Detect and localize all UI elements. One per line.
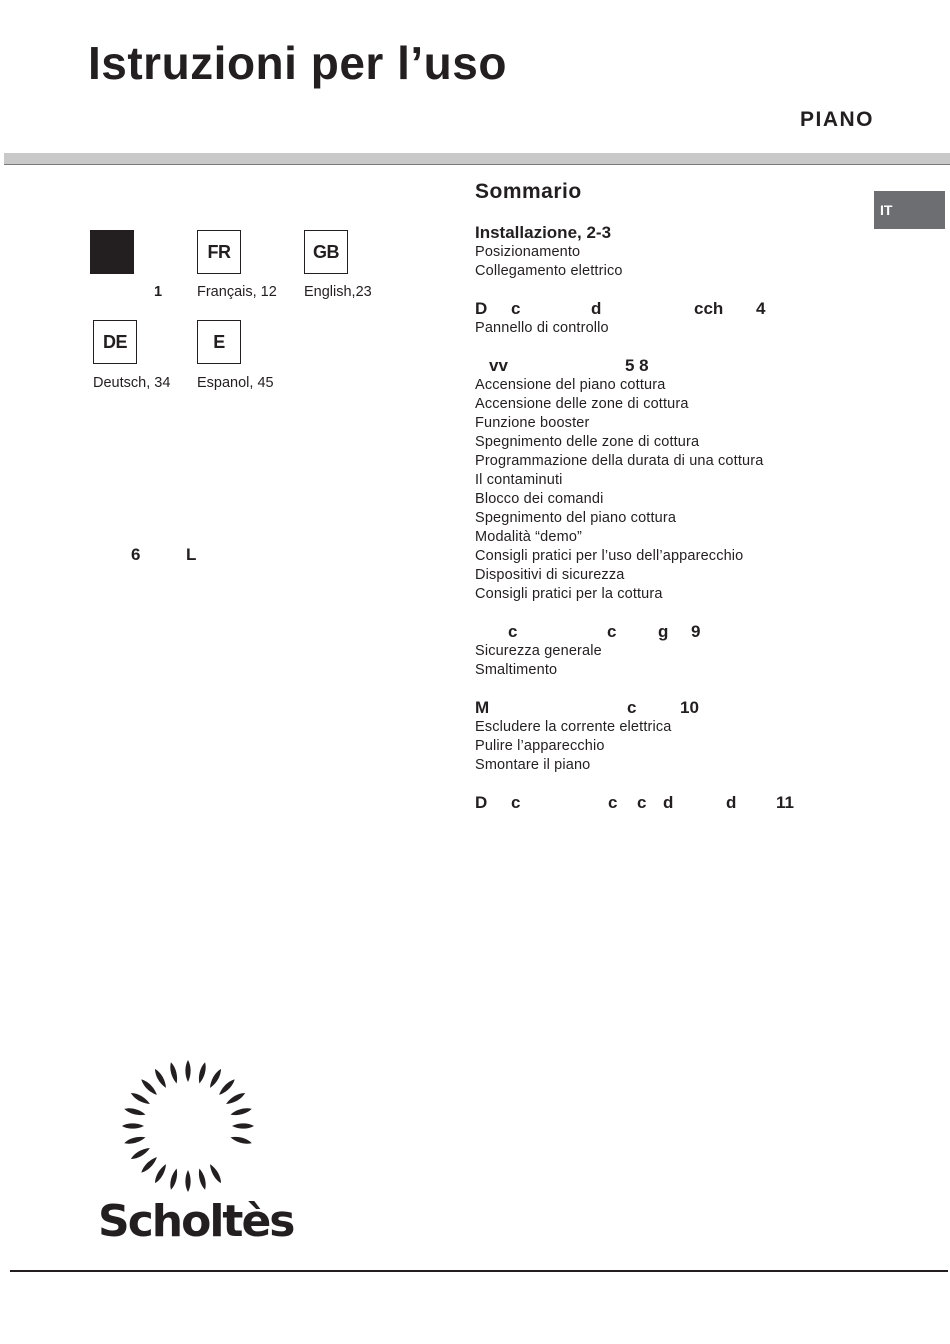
toc-item: Consigli pratici per l’uso dell’apparecchio [475, 548, 744, 564]
toc-heading-fragment: 5 8 [625, 356, 649, 375]
toc-item: Consigli pratici per la cottura [475, 586, 663, 602]
toc-item: Dispositivi di sicurezza [475, 567, 625, 583]
toc-item: Spegnimento delle zone di cottura [475, 434, 700, 450]
language-box-es: E [197, 320, 241, 364]
language-box-fr: FR [197, 230, 241, 274]
toc-item-list [475, 642, 865, 680]
sun-ray-shape [208, 1068, 224, 1090]
header-divider-bar [4, 153, 950, 165]
toc-heading-fragment: c [637, 793, 647, 812]
toc-heading-fragment: c [607, 622, 617, 641]
toc-heading-fragment: 10 [680, 698, 699, 717]
toc-item: Pannello di controllo [475, 320, 609, 336]
toc-item: Posizionamento [475, 244, 581, 260]
toc-item: Smontare il piano [475, 757, 591, 773]
toc-heading-fragment: g [658, 622, 669, 641]
footer-rule [10, 1270, 948, 1272]
toc-item: Spegnimento del piano cottura [475, 510, 677, 526]
left-fragment-letter: L [186, 545, 197, 564]
toc-item: Escludere la corrente elettrica [475, 719, 672, 735]
toc-section-installation [475, 222, 865, 281]
sun-ray-shape [197, 1168, 208, 1191]
sun-ray-shape [122, 1123, 144, 1128]
product-type: PIANO [799, 108, 874, 131]
toc-item-list [475, 718, 865, 775]
toc-item: Modalità “demo” [475, 529, 583, 545]
toc-item: Funzione booster [475, 415, 590, 431]
toc-heading-fragment: 4 [756, 299, 766, 318]
toc-section-maintenance [475, 697, 865, 775]
toc-heading-fragment: c [608, 793, 618, 812]
sun-ray-shape [139, 1077, 158, 1096]
toc-heading-fragment: d [591, 299, 602, 318]
toc-heading-fragment: Installazione, 2-3 [475, 223, 612, 242]
left-fragment-number: 6 [131, 545, 141, 564]
sun-ray-shape [130, 1091, 152, 1107]
language-box-gb: GB [304, 230, 348, 274]
toc-item-list [475, 376, 865, 604]
toc-item: Smaltimento [475, 662, 558, 678]
toc-item: Blocco dei comandi [475, 491, 604, 507]
sun-ray-shape [217, 1077, 236, 1096]
brand-logo-wordmark: Scholtès [98, 1196, 294, 1247]
table-of-contents [475, 180, 865, 830]
language-box-current [90, 230, 134, 274]
sun-ray-shape [232, 1123, 254, 1128]
toc-heading-fragment: 9 [691, 622, 701, 641]
sun-ray-shape [153, 1068, 169, 1090]
toc-heading-fragment: 11 [776, 793, 794, 812]
sun-ray-shape [124, 1106, 147, 1117]
toc-section-startup [475, 355, 865, 604]
toc-item: Sicurezza generale [475, 643, 602, 659]
toc-heading-fragment: D [475, 299, 488, 318]
toc-heading-fragment: vv [489, 356, 508, 375]
language-label-de: Deutsch, 34 [93, 375, 171, 391]
toc-heading-fragment: c [627, 698, 637, 717]
sun-ray-shape [208, 1163, 224, 1185]
toc-item-list [475, 319, 865, 338]
toc-heading-fragment: c [511, 793, 521, 812]
toc-item: Il contaminuti [475, 472, 563, 488]
sun-ray-shape [130, 1146, 152, 1162]
toc-heading-fragment: c [511, 299, 521, 318]
language-label-fr: Français, 12 [197, 284, 277, 300]
sun-ray-shape [124, 1135, 147, 1146]
sun-ray-shape [168, 1062, 179, 1085]
toc-item: Accensione delle zone di cottura [475, 396, 689, 412]
sun-ray-shape [168, 1168, 179, 1191]
sun-ray-shape [185, 1170, 190, 1192]
sun-ray-shape [153, 1163, 169, 1185]
sun-ray-shape [230, 1106, 253, 1117]
language-label-es: Espanol, 45 [197, 375, 274, 391]
toc-section-heading [475, 697, 865, 718]
toc-heading-fragment: d [726, 793, 737, 812]
language-tab-it: IT [874, 191, 945, 229]
toc-section-heading [475, 298, 865, 319]
language-box-de: DE [93, 320, 137, 364]
toc-section-description [475, 298, 865, 338]
sun-ray-shape [185, 1060, 190, 1082]
toc-item: Pulire l’apparecchio [475, 738, 605, 754]
language-label-current: 1 [154, 284, 163, 300]
toc-item-list [475, 243, 865, 281]
toc-heading-fragment: c [508, 622, 518, 641]
toc-heading-fragment: D [475, 793, 488, 812]
toc-section-safety [475, 621, 865, 680]
toc-section-troubleshooting [475, 792, 865, 813]
toc-heading-fragment: cch [694, 299, 724, 318]
toc-item: Accensione del piano cottura [475, 377, 666, 393]
sun-ray-shape [139, 1155, 158, 1174]
toc-item: Programmazione della durata di una cottura [475, 453, 764, 469]
toc-section-heading [475, 355, 865, 376]
toc-section-heading [475, 621, 865, 642]
toc-heading-fragment: M [475, 698, 490, 717]
sun-ray-shape [225, 1091, 247, 1107]
sun-ray-shape [230, 1135, 253, 1146]
toc-section-heading [475, 222, 865, 243]
toc-section-heading [475, 792, 865, 813]
document-title: Istruzioni per l’uso [88, 37, 507, 89]
toc-title: Sommario [475, 180, 582, 203]
brand-sun-icon [120, 1058, 256, 1194]
toc-item: Collegamento elettrico [475, 263, 623, 279]
sun-ray-shape [197, 1062, 208, 1085]
toc-heading-fragment: d [663, 793, 674, 812]
language-label-gb: English,23 [304, 284, 372, 300]
